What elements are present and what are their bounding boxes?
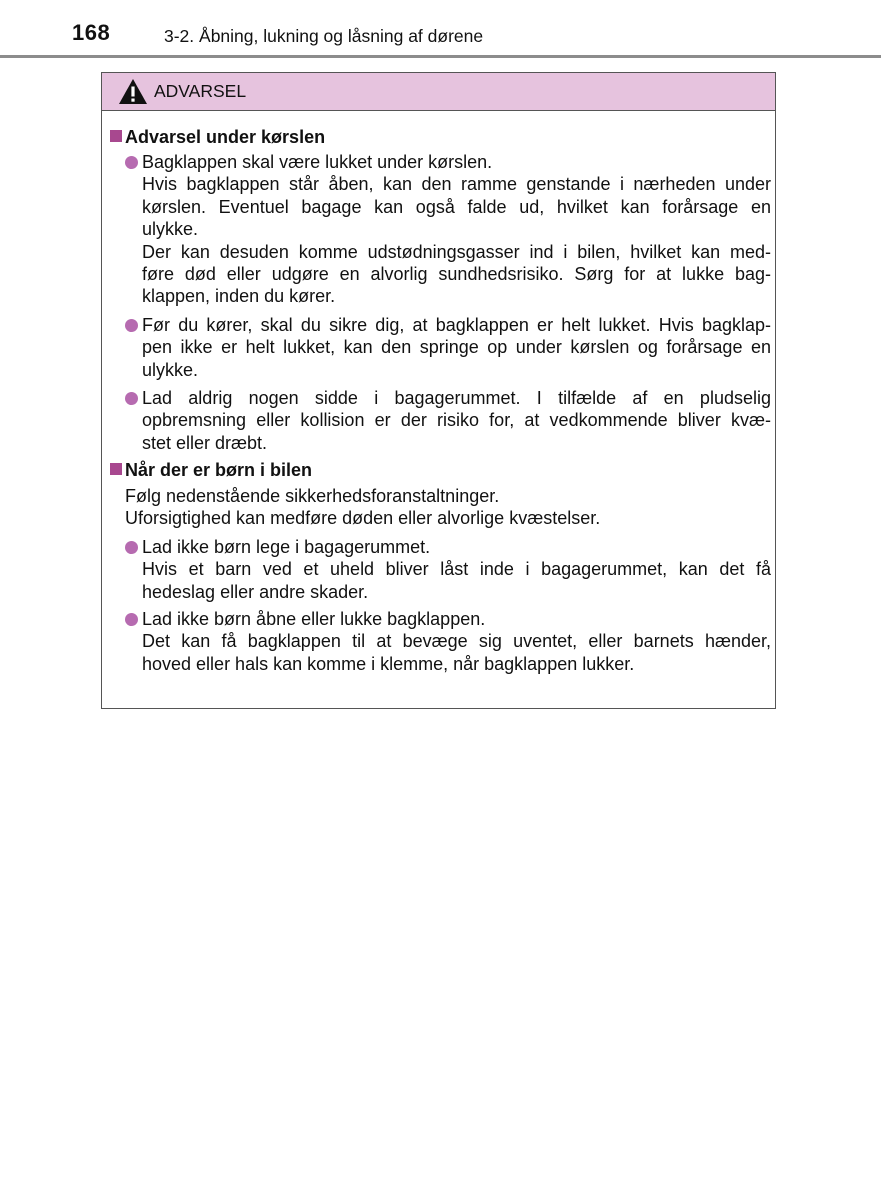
text-line: Der kan desuden komme udstødningsgasser ind i bilen, hvilket kan med- xyxy=(142,241,771,262)
page-header xyxy=(0,0,881,62)
square-bullet-icon xyxy=(110,130,122,142)
warning-title: ADVARSEL xyxy=(154,81,247,101)
round-bullet-icon xyxy=(125,319,138,332)
page-number: 168 xyxy=(72,20,111,45)
text-line: hedeslag eller andre skader. xyxy=(142,581,369,602)
text-line: ulykke. xyxy=(142,219,199,240)
text-line: hoved eller hals kan komme i klemme, når bagklappen lukker. xyxy=(142,653,635,674)
warning-triangle-icon xyxy=(118,78,148,105)
text-line: Lad ikke børn åbne eller lukke bagklappen. xyxy=(142,609,486,629)
section-heading-text: Når der er børn i bilen xyxy=(125,460,313,480)
text-line: Hvis et barn ved et uheld bliver låst inde i bagagerummet, kan det få xyxy=(142,559,771,580)
round-bullet-icon xyxy=(125,392,138,405)
text-line: Før du kører, skal du sikre dig, at bagklappen er helt lukket. Hvis bagklap- xyxy=(142,315,771,335)
warning-header xyxy=(102,73,775,111)
list-item xyxy=(142,314,771,381)
section-heading-text: Advarsel under kørslen xyxy=(125,127,326,147)
text-line: kørslen. Eventuel bagage kan også falde ud, hvilket kan forårsage en xyxy=(142,196,771,217)
intro-line: Følg nedenstående sikkerhedsforanstaltninger. xyxy=(125,486,500,506)
text-line: føre død eller udgøre en alvorlig sundhedsrisiko. Sørg for at lukke bag- xyxy=(142,264,771,285)
list-item xyxy=(142,608,771,675)
text-line: Det kan få bagklappen til at bevæge sig uventet, eller barnets hænder, xyxy=(142,631,771,652)
list-item xyxy=(142,536,771,603)
header-rule xyxy=(0,55,881,58)
chapter-title: 3-2. Åbning, lukning og låsning af dørene xyxy=(164,26,484,46)
list-item xyxy=(142,387,771,454)
text-line: Lad ikke børn lege i bagagerummet. xyxy=(142,537,431,557)
text-line: ulykke. xyxy=(142,359,199,380)
intro-line: Uforsigtighed kan medføre døden eller alvorlige kvæstelser. xyxy=(125,508,601,528)
list-item xyxy=(142,151,771,308)
text-line: klappen, inden du kører. xyxy=(142,286,336,307)
text-line: Lad aldrig nogen sidde i bagagerummet. I tilfælde af en pludselig xyxy=(142,388,771,408)
text-line: Bagklappen skal være lukket under kørslen. xyxy=(142,152,493,172)
text-line: stet eller dræbt. xyxy=(142,432,268,453)
round-bullet-icon xyxy=(125,541,138,554)
round-bullet-icon xyxy=(125,156,138,169)
text-line: Hvis bagklappen står åben, kan den ramme genstande i nærheden under xyxy=(142,174,771,195)
text-line: opbremsning eller kollision er der risiko for, at vedkommende bliver kvæ- xyxy=(142,410,771,431)
section-heading xyxy=(110,126,325,148)
text-line: pen ikke er helt lukket, kan den springe op under kørslen og forårsage en xyxy=(142,337,771,358)
square-bullet-icon xyxy=(110,463,122,475)
warning-box xyxy=(101,72,776,709)
round-bullet-icon xyxy=(125,613,138,626)
section-heading xyxy=(110,459,312,481)
